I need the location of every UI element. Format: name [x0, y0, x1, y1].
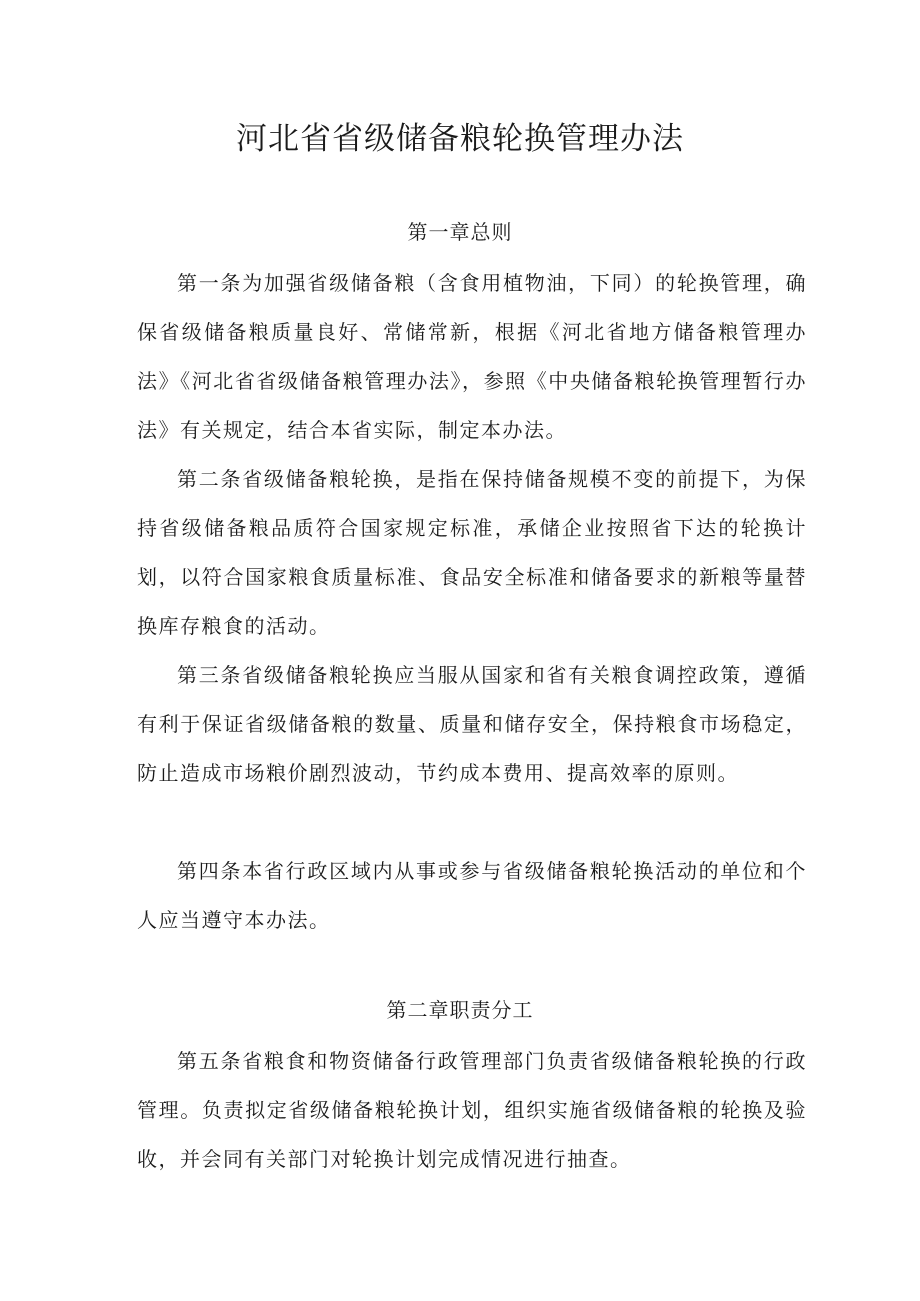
- article-4: 第四条本省行政区域内从事或参与省级储备粮轮换活动的单位和个人应当遵守本办法。: [137, 859, 807, 932]
- chapter-heading-1: 第一章总则: [407, 220, 513, 244]
- article-5: 第五条省粮食和物资储备行政管理部门负责省级储备粮轮换的行政管理。负责拟定省级储备粮轮换计划，组织实施省级储备粮的轮换及验收，并会同有关部门对轮换计划完成情况进行抽查。: [137, 1049, 807, 1171]
- chapter-heading-2: 第二章职责分工: [386, 998, 534, 1022]
- document-title: 河北省省级储备粮轮换管理办法: [236, 121, 684, 157]
- article-2: 第二条省级储备粮轮换，是指在保持储备规模不变的前提下，为保持省级储备粮品质符合国家规定标准，承储企业按照省下达的轮换计划，以符合国家粮食质量标准、食品安全标准和储备要求的新粮等量替换库存粮食的活动。: [137, 467, 807, 638]
- article-3: 第三条省级储备粮轮换应当服从国家和省有关粮食调控政策，遵循有利于保证省级储备粮的数量、质量和储存安全，保持粮食市场稳定，防止造成市场粮价剧烈波动，节约成本费用、提高效率的原则。: [137, 663, 807, 785]
- article-1: 第一条为加强省级储备粮（含食用植物油，下同）的轮换管理，确保省级储备粮质量良好、常储常新，根据《河北省地方储备粮管理办法》《河北省省级储备粮管理办法》，参照《中央储备粮轮换管理暂行办法》有关规定，结合本省实际，制定本办法。: [137, 271, 807, 442]
